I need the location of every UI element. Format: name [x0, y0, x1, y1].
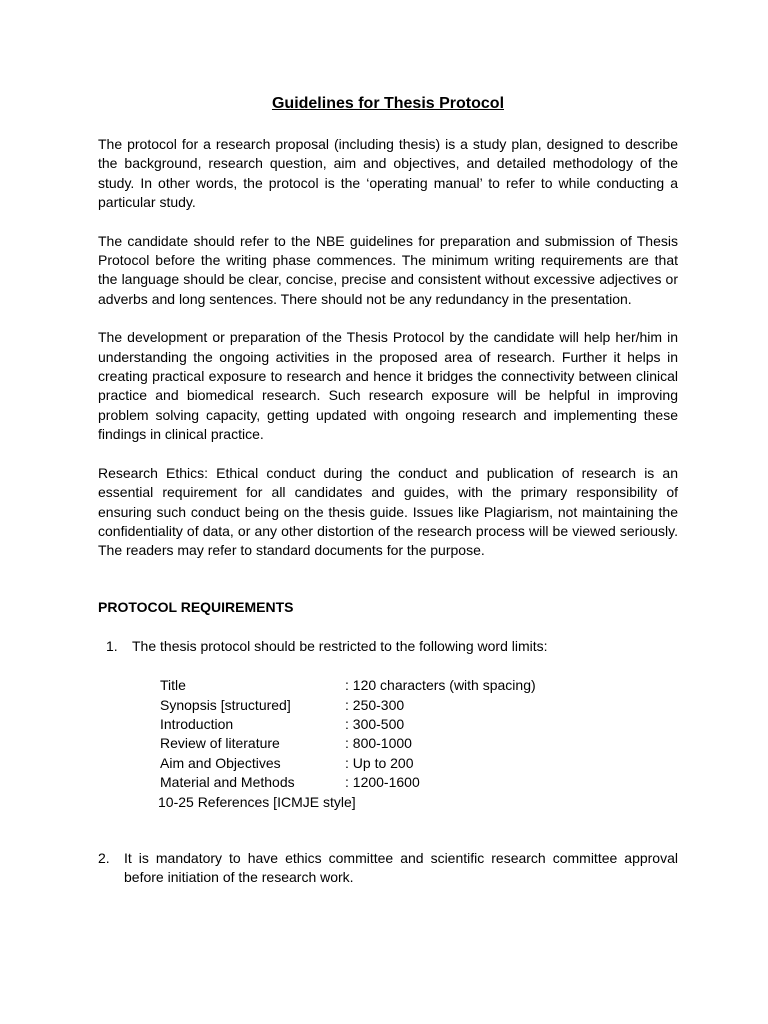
references-line: 10-25 References [ICMJE style]: [158, 793, 356, 810]
list-item-ethics-approval: [98, 849, 678, 888]
paragraph-protocol-definition: The protocol for a research proposal (including thesis) is a study plan, designed to describe the background, research question, aim and objectives, and detailed methodology of the study. In other words, the protocol is the ‘operating manual’ to refer to while conducting a particular study.: [98, 136, 678, 211]
limit-value: : 800-1000: [345, 735, 412, 752]
limit-row-title: [160, 676, 678, 695]
limit-row-synopsis: [160, 696, 678, 715]
list-number: 1.: [106, 637, 118, 654]
limit-label: Aim and Objectives: [160, 754, 281, 771]
limit-value: : Up to 200: [345, 754, 414, 771]
limit-value: : 250-300: [345, 696, 405, 713]
document-title: Guidelines for Thesis Protocol: [271, 95, 505, 112]
list-text: It is mandatory to have ethics committee and scientific research committee approval before initiation of the research work.: [124, 849, 678, 886]
limit-label: Synopsis [structured]: [160, 696, 291, 713]
limit-row-material-methods: [160, 773, 678, 792]
limit-label: Review of literature: [160, 735, 280, 752]
limit-row-introduction: [160, 715, 678, 734]
limit-row-review-of-literature: [160, 734, 678, 753]
limit-value: : 1200-1600: [345, 774, 420, 791]
limit-label: Introduction: [160, 715, 234, 732]
list-text: The thesis protocol should be restricted to the following word limits:: [132, 637, 548, 654]
limit-label: Material and Methods: [160, 774, 295, 791]
section-heading-protocol-requirements: PROTOCOL REQUIREMENTS: [98, 598, 294, 615]
limit-value: : 120 characters (with spacing): [345, 677, 536, 694]
paragraph-development: The development or preparation of the Thesis Protocol by the candidate will help her/him in understanding the ongoing activities in the proposed area of research. Further it helps in creating practical exposure to research and hence it bridges the connectivity between clinical practice and biomedical research. Such research exposure will be helpful in improving problem solving capacity, getting updated with ongoing research and implementing these findings in clinical practice.: [98, 329, 678, 443]
limit-value: : 300-500: [345, 715, 405, 732]
paragraph-research-ethics: Research Ethics: Ethical conduct during the conduct and publication of research is an essential requirement for all candidates and guides, with the primary responsibility of ensuring such conduct being on the thesis guide. Issues like Plagiarism, not maintaining the confidentiality of data, or any other distortion of the research process will be viewed seriously. The readers may refer to standard documents for the purpose.: [98, 464, 678, 559]
limit-row-aim-objectives: [160, 754, 678, 773]
list-item-word-limits: [98, 637, 678, 656]
list-number: 2.: [98, 849, 110, 866]
limit-label: Title: [160, 677, 186, 694]
word-limits-table: [160, 676, 678, 812]
paragraph-nbe-guidelines: The candidate should refer to the NBE guidelines for preparation and submission of Thesis Protocol before the writing phase commences. The minimum writing requirements are that the language should be clear, concise, precise and consistent without excessive adjectives or adverbs and long sentences. There should not be any redundancy in the presentation.: [98, 232, 678, 307]
